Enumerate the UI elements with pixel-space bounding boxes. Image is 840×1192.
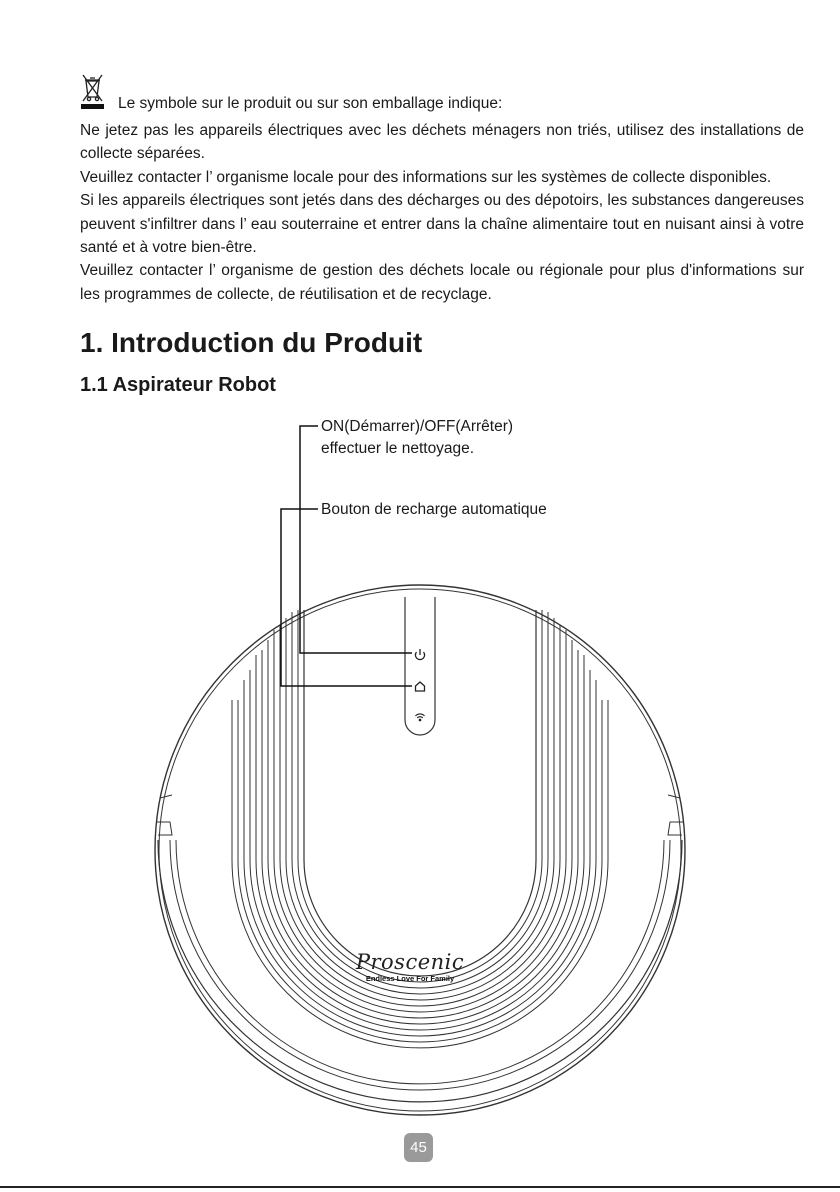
home-icon <box>416 682 425 691</box>
subsection-title: 1.1 Aspirateur Robot <box>80 374 276 396</box>
power-callout-line: ON(Démarrer)/OFF(Arrêter) <box>321 418 514 435</box>
page-number: 45 <box>404 1133 433 1162</box>
power-button-callout <box>321 416 513 460</box>
bottom-rule <box>0 1186 840 1188</box>
power-icon <box>415 649 424 660</box>
power-callout-line: effectuer le nettoyage. <box>321 440 475 457</box>
paragraph: Ne jetez pas les appareils électriques avec les déchets ménagers non triés, utilisez des installations de collecte séparées. <box>80 122 804 163</box>
home-button-callout: Bouton de recharge automatique <box>321 501 547 518</box>
paragraph: Veuillez contacter l’ organisme de gestion des déchets locale ou régionale pour plus d'informations sur les programmes de collecte, de réutilisation et de recyclage. <box>80 262 804 303</box>
brand-name: Proscenic <box>355 950 465 974</box>
section-title: 1. Introduction du Produit <box>80 327 423 358</box>
brand-logo <box>330 951 490 983</box>
weee-lead-text: Le symbole sur le produit ou sur son emballage indique: <box>118 95 503 112</box>
brand-tagline: Endless Love For Family <box>365 974 455 983</box>
paragraph: Veuillez contacter l’ organisme locale pour des informations sur les systèmes de collecte disponibles. <box>80 168 772 186</box>
paragraph: Si les appareils électriques sont jetés dans des décharges ou des dépotoirs, les substances dangereuses peuvent s'infiltrer dans l’ eau souterraine et entrer dans la chaîne alimentaire tout en nuisant ainsi à votre santé et à votre bien-être. <box>80 192 804 257</box>
wifi-icon <box>416 714 425 721</box>
